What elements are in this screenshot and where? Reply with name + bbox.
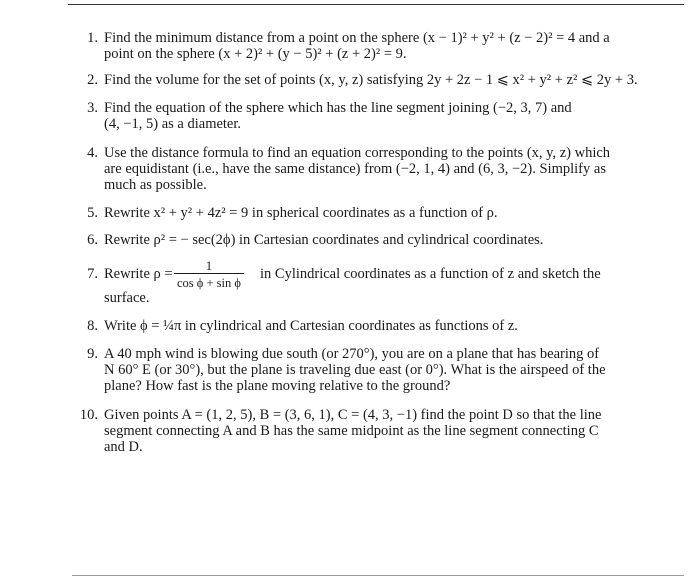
problem-text <box>104 232 644 248</box>
problem-line: segment connecting A and B has the same midpoint as the line segment connecting C <box>104 423 599 439</box>
problem-line: are equidistant (i.e., have the same distance) from (−2, 1, 4) and (6, 3, −2). Simplify as <box>104 161 606 177</box>
problem-text <box>104 72 644 88</box>
problem-number: 2. <box>87 72 98 88</box>
problem-line: Find the equation of the sphere which has the line segment joining (−2, 3, 7) and <box>104 100 572 116</box>
problem-text <box>104 205 644 221</box>
problem-text <box>104 30 644 62</box>
problem-line: and D. <box>104 439 143 455</box>
problem-number: 7. <box>87 266 98 282</box>
problem-rest-text: in Cylindrical coordinates as a function of z and sketch the <box>260 266 601 282</box>
problem-text <box>104 100 644 132</box>
problem-text <box>104 346 644 394</box>
problem-lead-text: Rewrite ρ = <box>104 266 173 282</box>
problem-number: 8. <box>87 318 98 334</box>
problem-line: plane? How fast is the plane moving relative to the ground? <box>104 378 451 394</box>
problem-line: Write ϕ = ¼π in cylindrical and Cartesian coordinates as functions of z. <box>104 318 518 334</box>
problem-number: 6. <box>87 232 98 248</box>
problem-line: A 40 mph wind is blowing due south (or 270°), you are on a plane that has bearing of <box>104 346 600 362</box>
problem-number: 9. <box>87 346 98 362</box>
fraction-denominator: cos ϕ + sin ϕ <box>174 273 244 290</box>
problem-text <box>104 318 644 334</box>
problem-line: Given points A = (1, 2, 5), B = (3, 6, 1), C = (4, 3, −1) find the point D so that the line <box>104 407 602 423</box>
problem-number: 5. <box>87 205 98 221</box>
problem-line: Find the volume for the set of points (x, y, z) satisfying 2y + 2z − 1 ⩽ x² + y² + z² ⩽ 2y + 3. <box>104 72 638 88</box>
problem-line: (4, −1, 5) as a diameter. <box>104 116 242 132</box>
problem-line: point on the sphere (x + 2)² + (y − 5)² + (z + 2)² = 9. <box>104 46 407 62</box>
problem-line: N 60° E (or 30°), but the plane is traveling due east (or 0°). What is the airspeed of the <box>104 362 606 378</box>
problem-line: much as possible. <box>104 177 207 193</box>
fraction-numerator: 1 <box>205 259 213 273</box>
problem-number: 1. <box>87 30 98 46</box>
problem-line: Rewrite x² + y² + 4z² = 9 in spherical coordinates as a function of ρ. <box>104 205 498 221</box>
problem-number: 3. <box>87 100 98 116</box>
problem-number: 10. <box>79 407 98 423</box>
problem-line: Use the distance formula to find an equation corresponding to the points (x, y, z) which <box>104 145 611 161</box>
problem-text <box>104 407 644 455</box>
bottom-rule <box>72 575 684 576</box>
fraction-body <box>174 259 244 290</box>
problem-text <box>104 145 644 193</box>
problem-line: Rewrite ρ² = − sec(2ϕ) in Cartesian coordinates and cylindrical coordinates. <box>104 232 544 248</box>
problem-number: 4. <box>87 145 98 161</box>
problem-line: Find the minimum distance from a point on the sphere (x − 1)² + y² + (z − 2)² = 4 and a <box>104 30 610 46</box>
problem-continuation-text: surface. <box>104 290 150 306</box>
fraction <box>170 258 248 290</box>
